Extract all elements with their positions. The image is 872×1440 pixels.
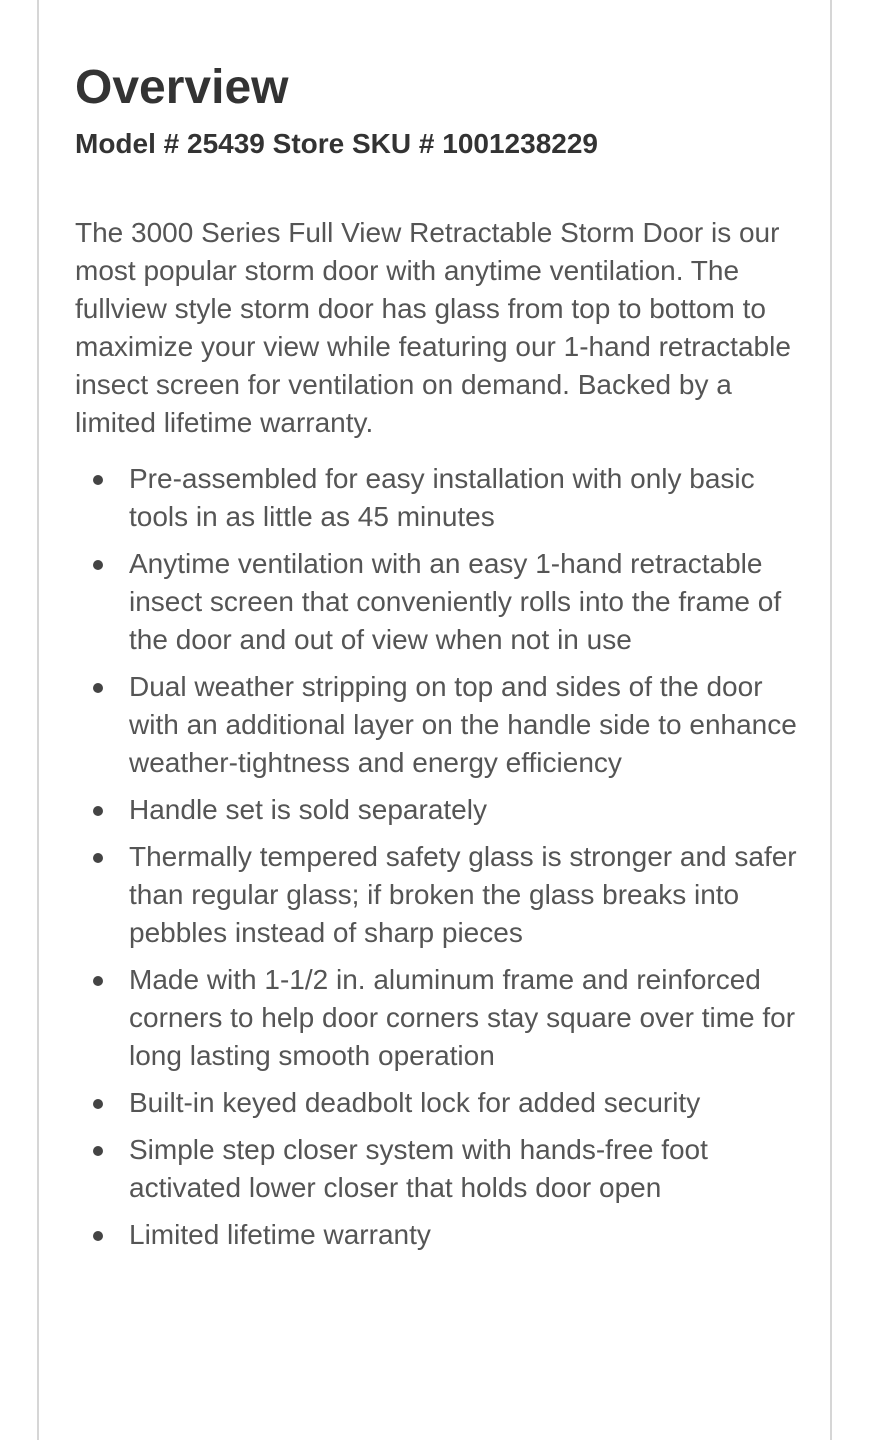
feature-text: Simple step closer system with hands-free foot activated lower closer that holds door open xyxy=(129,1134,708,1203)
feature-text: Thermally tempered safety glass is stronger and safer than regular glass; if broken the glass breaks into pebbles instead of sharp pieces xyxy=(129,841,797,948)
model-sku-line: Model # 25439 Store SKU # 1001238229 xyxy=(75,128,598,159)
feature-item xyxy=(75,460,803,536)
feature-item xyxy=(75,668,803,782)
feature-list xyxy=(75,460,803,1254)
feature-item xyxy=(75,961,803,1075)
bullet-icon xyxy=(93,853,103,863)
feature-item xyxy=(75,1131,803,1207)
bullet-icon xyxy=(93,560,103,570)
product-description: The 3000 Series Full View Retractable Storm Door is our most popular storm door with anytime ventilation. The fullview style storm door has glass from top to bottom to maximize your view while featuring our 1-hand retractable insect screen for ventilation on demand. Backed by a limited lifetime warranty. xyxy=(75,217,791,438)
bullet-icon xyxy=(93,806,103,816)
feature-text: Anytime ventilation with an easy 1-hand retractable insect screen that conveniently rolls into the frame of the door and out of view when not in use xyxy=(129,548,782,655)
feature-text: Dual weather stripping on top and sides of the door with an additional layer on the handle side to enhance weather-tightness and energy efficiency xyxy=(129,671,797,778)
feature-item xyxy=(75,838,803,952)
feature-item xyxy=(75,1216,803,1254)
feature-text: Limited lifetime warranty xyxy=(129,1219,431,1250)
overview-title: Overview xyxy=(75,61,289,114)
feature-text: Built-in keyed deadbolt lock for added security xyxy=(129,1087,701,1118)
feature-text: Handle set is sold separately xyxy=(129,794,487,825)
feature-item xyxy=(75,1084,803,1122)
feature-item xyxy=(75,791,803,829)
bullet-icon xyxy=(93,1099,103,1109)
overview-panel xyxy=(37,0,832,1440)
overview-content xyxy=(75,60,803,1263)
bullet-icon xyxy=(93,475,103,485)
feature-text: Made with 1-1/2 in. aluminum frame and reinforced corners to help door corners stay square over time for long lasting smooth operation xyxy=(129,964,796,1071)
bullet-icon xyxy=(93,1146,103,1156)
feature-text: Pre-assembled for easy installation with only basic tools in as little as 45 minutes xyxy=(129,463,755,532)
bullet-icon xyxy=(93,976,103,986)
bullet-icon xyxy=(93,1231,103,1241)
bullet-icon xyxy=(93,683,103,693)
feature-item xyxy=(75,545,803,659)
